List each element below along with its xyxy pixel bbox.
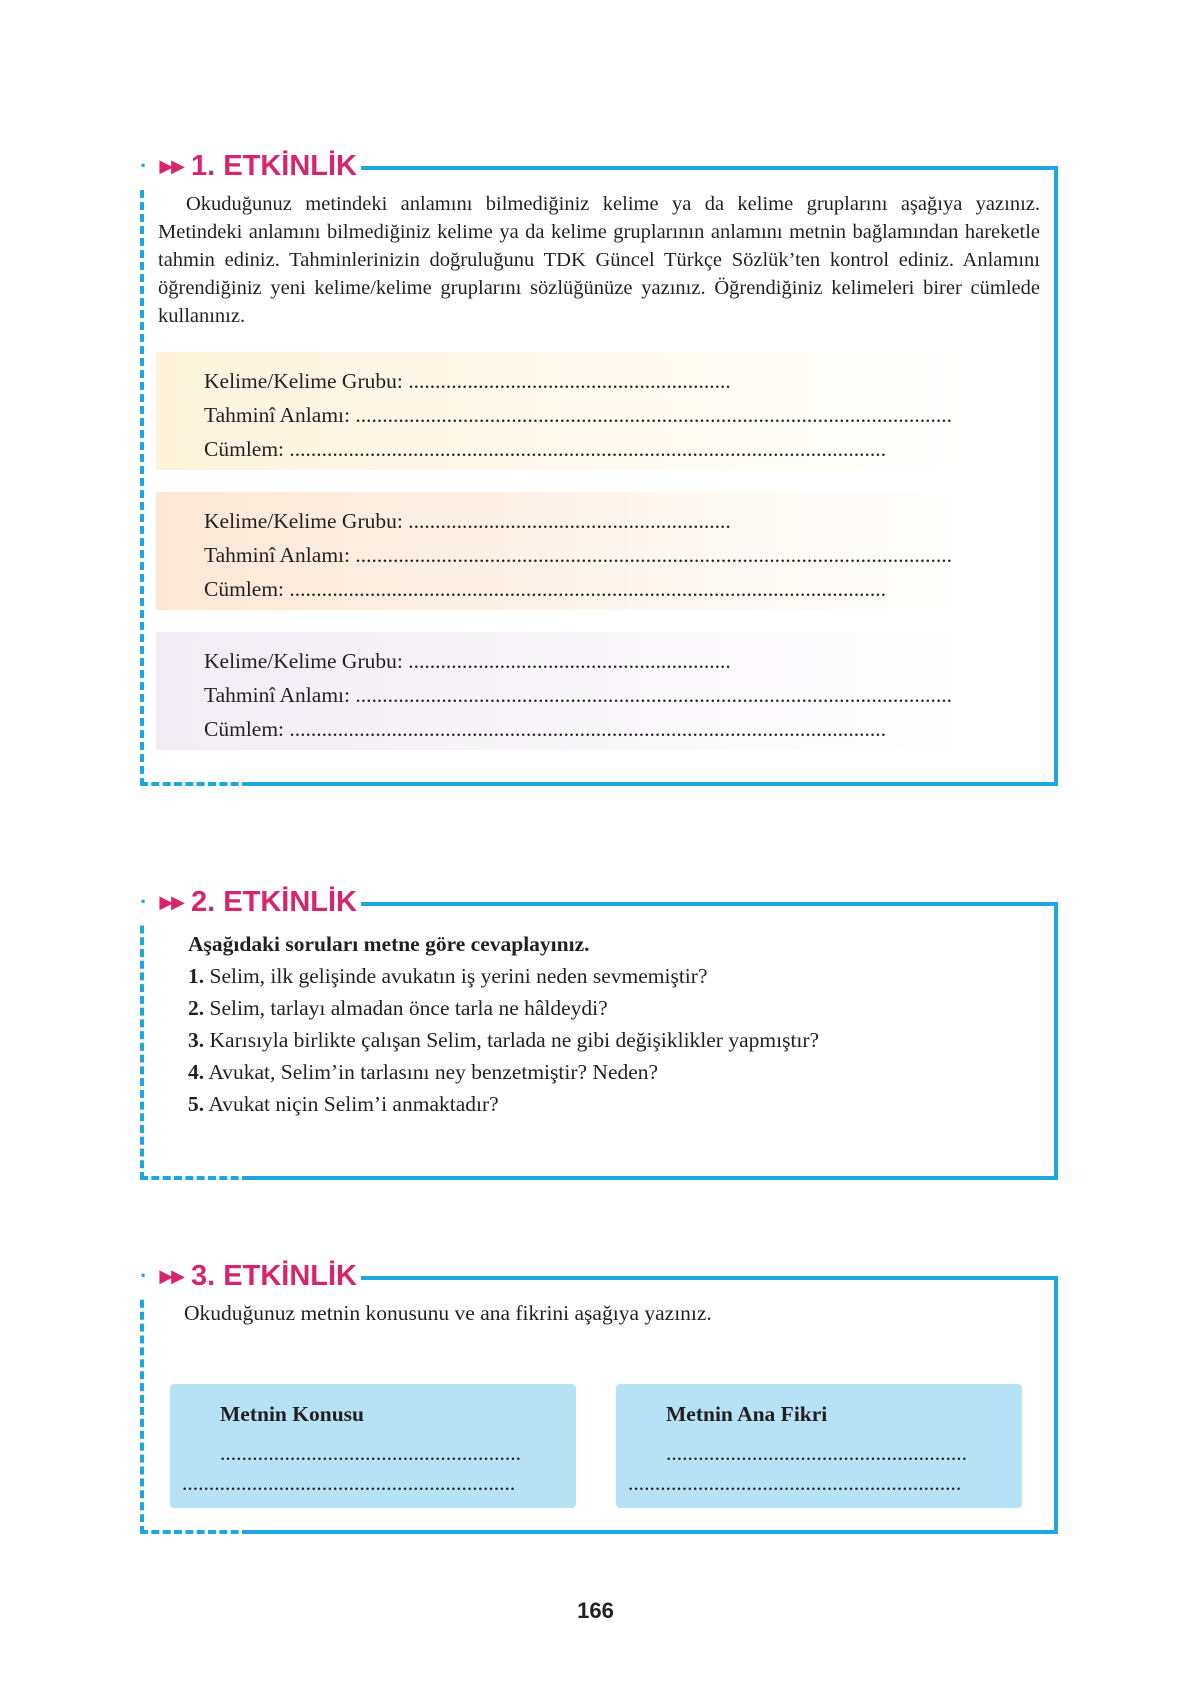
vocab-entry-3 (156, 632, 968, 750)
activity-3-frame-left (140, 1276, 144, 1534)
activity-2-heading (140, 882, 361, 922)
activity-1-heading (140, 146, 361, 186)
double-arrow-icon: ▶▶ (159, 891, 184, 912)
double-arrow-icon: ▶▶ (159, 155, 184, 176)
meaning-field-3[interactable]: Tahminî Anlamı: ............................................................................................................... (204, 683, 952, 707)
meaning-field-2[interactable]: Tahminî Anlamı: ............................................................................................................... (204, 543, 952, 567)
page-number: 166 (577, 1598, 614, 1623)
word-field-3[interactable]: Kelime/Kelime Grubu: ............................................................ (204, 649, 731, 673)
vocab-entry-2 (156, 492, 968, 610)
activity-1 (140, 146, 1058, 786)
dots-icon: · (140, 1263, 152, 1288)
main-idea-label: Metnin Ana Fikri (666, 1402, 828, 1426)
sentence-field-3[interactable]: Cümlem: ............................................................................................................... (204, 717, 887, 741)
activity-2-frame-bottom (140, 1176, 250, 1180)
activity-3-heading (140, 1256, 361, 1296)
sentence-field-2[interactable]: Cümlem: ............................................................................................................... (204, 577, 887, 601)
activity-3-frame-bottom (140, 1530, 250, 1534)
meaning-field-1[interactable]: Tahminî Anlamı: ............................................................................................................... (204, 403, 952, 427)
question-2: 2. Selim, tarlayı almadan önce tarla ne hâldeydi? (188, 996, 608, 1020)
double-arrow-icon: ▶▶ (159, 1265, 184, 1286)
word-field-1[interactable]: Kelime/Kelime Grubu: ............................................................ (204, 369, 731, 393)
question-5: 5. Avukat niçin Selim’i anmaktadır? (188, 1092, 499, 1116)
activity-2-instruction: Aşağıdaki soruları metne göre cevaplayınız. (188, 932, 590, 956)
activity-3-instruction: Okuduğunuz metnin konusunu ve ana fikrini aşağıya yazınız. (184, 1301, 712, 1325)
question-3: 3. Karısıyla birlikte çalışan Selim, tarlada ne gibi değişiklikler yapmıştır? (188, 1028, 820, 1052)
activity-2 (140, 882, 1058, 1180)
activity-3-title: 3. ETKİNLİK (191, 1259, 357, 1292)
word-field-2[interactable]: Kelime/Kelime Grubu: ............................................................ (204, 509, 731, 533)
topic-answer-box[interactable] (170, 1384, 576, 1508)
dots-icon: · (140, 889, 152, 914)
activity-2-questions (188, 928, 819, 1120)
topic-line-2: .............................................................. (182, 1471, 516, 1495)
topic-label: Metnin Konusu (220, 1402, 364, 1426)
main-idea-line-2: .............................................................. (628, 1471, 962, 1495)
activity-1-frame-left (140, 166, 144, 786)
activity-1-instructions: Okuduğunuz metindeki anlamını bilmediğiniz kelime ya da kelime gruplarını aşağıya yazınız. Metindeki anlamını bilmediğiniz kelime ya da kelime gruplarının anlamını metnin bağlamından hareketle tahmin ediniz. Tahminlerinizin doğruluğunu TDK Güncel Türkçe Sözlük’ten kontrol ediniz. Anlamını öğrendiğiniz yeni kelime/kelime gruplarını sözlüğünüze yazınız. Öğrendiğiniz kelimeleri birer cümlede kullanınız. (158, 193, 1040, 327)
vocab-entry-1 (156, 352, 968, 470)
topic-line-1: ........................................................ (220, 1441, 521, 1465)
main-idea-answer-box[interactable] (616, 1384, 1022, 1508)
activity-3 (140, 1256, 1058, 1534)
activity-1-frame-bottom (140, 782, 250, 786)
dots-icon: · (140, 153, 152, 178)
question-4: 4. Avukat, Selim’in tarlasını ney benzetmiştir? Neden? (188, 1060, 659, 1084)
main-idea-line-1: ........................................................ (666, 1441, 967, 1465)
sentence-field-1[interactable]: Cümlem: ............................................................................................................... (204, 437, 887, 461)
activity-2-frame-left (140, 902, 144, 1180)
question-1: 1. Selim, ilk gelişinde avukatın iş yerini neden sevmemiştir? (188, 964, 708, 988)
activity-2-title: 2. ETKİNLİK (191, 885, 357, 918)
activity-1-title: 1. ETKİNLİK (191, 149, 357, 182)
